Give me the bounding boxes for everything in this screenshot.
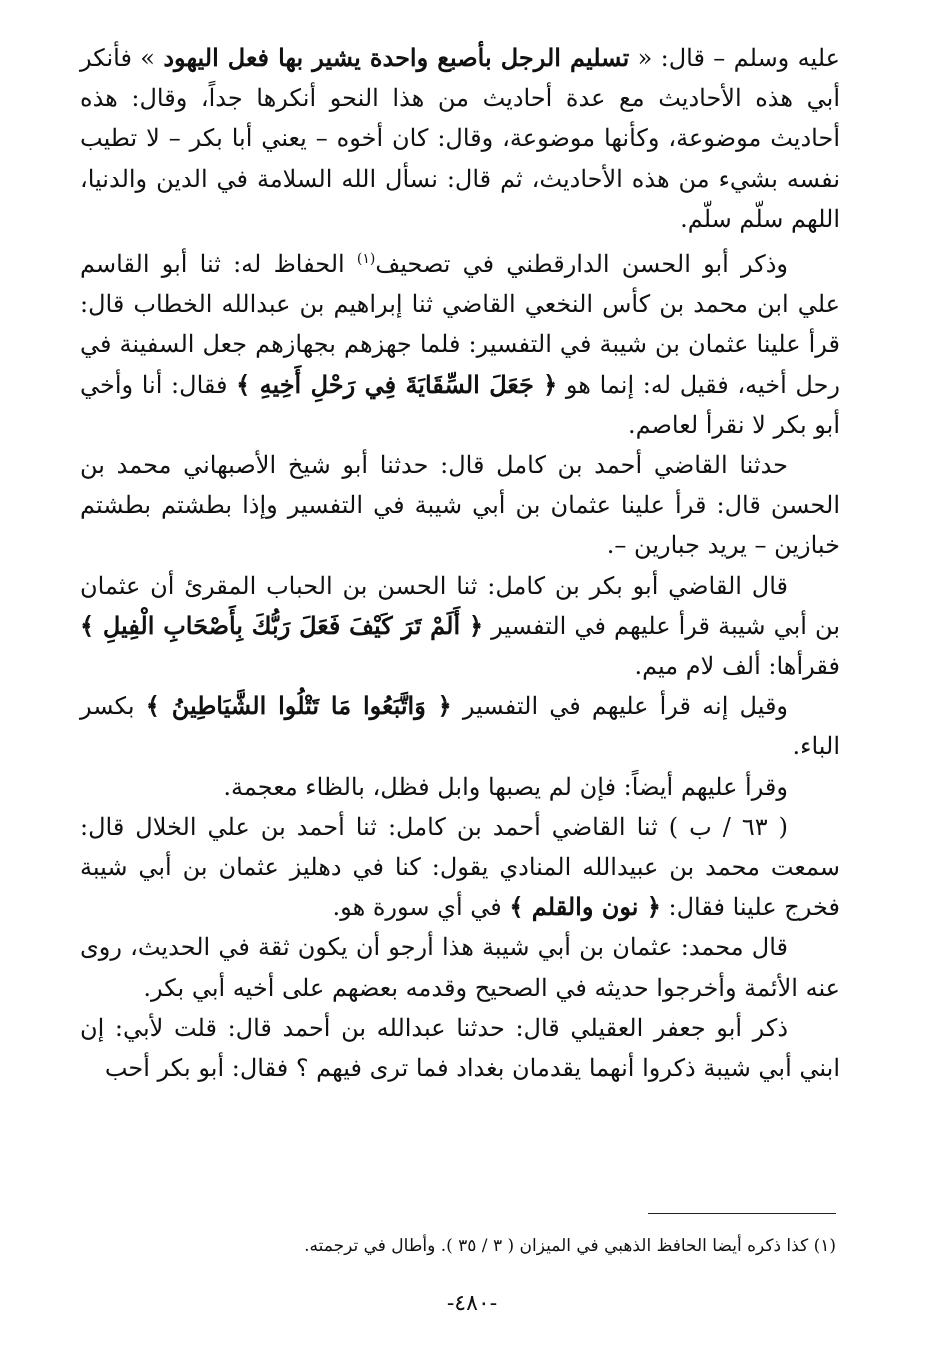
paragraph-5 xyxy=(80,686,840,766)
paragraph-2 xyxy=(80,239,840,445)
paragraph-8 xyxy=(80,927,840,1007)
quran-verse: ﴿ وَاتَّبَعُوا مَا تَتْلُوا الشَّيَاطِينُ ﴾ xyxy=(145,691,452,721)
text-run: ذكر أبو جعفر العقيلي قال: حدثنا عبدالله بن أحمد قال: قلت لأبي: إن ابني أبي شيبة ذكروا أنهما يقدمان بغداد فما ترى فيهم ؟ فقال: أبو بكر أحب xyxy=(80,1013,840,1083)
main-text xyxy=(80,38,840,1088)
paragraph-6 xyxy=(80,767,840,807)
text-run: بكسر الباء. xyxy=(80,692,840,761)
text-run: وقرأ عليهم أيضاً: فإن لم يصبها وابل فظل، بالظاء معجمة. xyxy=(223,772,788,801)
text-run: في أي سورة هو. xyxy=(332,893,510,922)
text-run: وذكر أبو الحسن الدارقطني في تصحيف xyxy=(375,250,788,279)
footnote: (١) كذا ذكره أيضا الحافظ الذهبي في الميزان ( ٣ / ٣٥ ). وأطال في ترجمته. xyxy=(304,1236,836,1256)
footnote-marker: (١) xyxy=(356,251,376,268)
hadith-quote: تسليم الرجل بأصبع واحدة يشير بها فعل اليهود xyxy=(163,43,630,72)
text-run: قال محمد: عثمان بن أبي شيبة هذا أرجو أن يكون ثقة في الحديث، روى عنه الأئمة وأخرجوا حديثه في الصحيح وقدمه بعضهم على أخيه أبي بكر. xyxy=(80,933,840,1002)
text-run: حدثنا القاضي أحمد بن كامل قال: حدثنا أبو شيخ الأصبهاني محمد بن الحسن قال: قرأ علينا عثمان بن أبي شيبة في التفسير وإذا بطشتم بطشتم خبازين – يريد جبارين –. xyxy=(80,451,840,560)
text-run: الحفاظ له: ثنا أبو القاسم علي ابن محمد بن كأس النخعي القاضي ثنا إبراهيم بن عبدالله الخطاب قال: قرأ علينا عثمان بن شيبة في التفسير: فلما جهزهم بجهازهم جعل السفينة في رحل أخيه، فقيل له: إنما هو xyxy=(80,250,841,399)
paragraph-1 xyxy=(80,38,840,239)
quran-verse: ﴿ أَلَمْ تَرَ كَيْفَ فَعَلَ رَبُّكَ بِأَصْحَابِ الْفِيلِ ﴾ xyxy=(80,610,484,640)
quran-verse: ﴿ نون والقلم ﴾ xyxy=(509,892,661,922)
paragraph-4 xyxy=(80,566,840,687)
footnote-divider xyxy=(648,1213,836,1214)
text-run: ( ٦٣ / ب ) ثنا القاضي أحمد بن كامل: ثنا أحمد بن علي الخلال قال: سمعت محمد بن عبيدالله المنادي يقول: كنا في دهليز عثمان بن أبي شيبة فخرج علينا فقال: xyxy=(80,812,840,922)
text-run: وقيل إنه قرأ عليهم في التفسير xyxy=(451,692,789,721)
text-run: قال القاضي أبو بكر بن كامل: ثنا الحسن بن الحباب المقرئ أن عثمان بن أبي شيبة قرأ عليهم في التفسير xyxy=(80,571,841,640)
text-run: » فأنكر أبي هذه الأحاديث مع عدة أحاديث من هذا النحو أنكرها جداً، وقال: هذه أحاديث موضوعة، وكأنها موضوعة، وقال: كان أخوه – يعني أبا بكر – لا تطيب نفسه بشيء من هذه الأحاديث، ثم قال: نسأل الله السلامة في الدين والدنيا، اللهم سلّم سلّم. xyxy=(80,44,840,233)
paragraph-7 xyxy=(80,807,840,928)
quran-verse: ﴿ جَعَلَ السِّقَايَةَ فِي رَحْلِ أَخِيهِ ﴾ xyxy=(236,369,558,399)
text-run: عليه وسلم – قال: « xyxy=(629,44,840,72)
paragraph-9 xyxy=(80,1008,840,1088)
paragraph-3 xyxy=(80,445,840,566)
page-number: -٤٨٠- xyxy=(446,1291,498,1316)
text-run: فقرأها: ألف لام ميم. xyxy=(634,652,840,681)
text-run: فقال: أنا وأخي أبو بكر لا نقرأ لعاصم. xyxy=(80,370,840,439)
